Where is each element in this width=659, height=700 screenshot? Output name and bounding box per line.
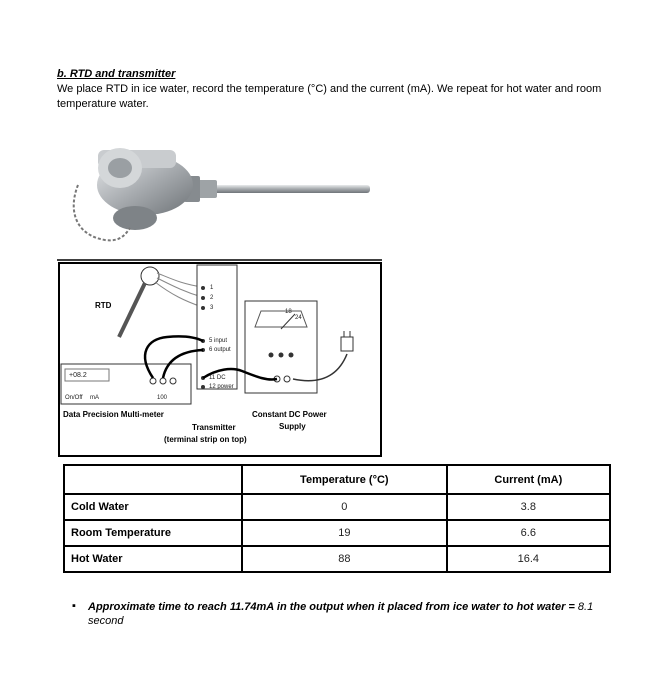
row-current: 16.4 — [447, 546, 610, 572]
table-header-temperature: Temperature (°C) — [242, 465, 447, 494]
time-note — [88, 600, 608, 628]
probe-rod — [210, 185, 370, 193]
ma-label: mA — [90, 395, 99, 401]
table-header-blank — [64, 465, 242, 494]
power-supply-label: Constant DC Power — [252, 410, 327, 419]
plug-icon — [341, 337, 353, 351]
dc-terminal-label: 11 DC — [209, 375, 226, 381]
multimeter-label: Data Precision Multi-meter — [63, 410, 164, 419]
row-name: Room Temperature — [64, 520, 242, 546]
power-supply-label-2: Supply — [279, 422, 306, 431]
table-header-row — [64, 465, 610, 494]
intro-paragraph: We place RTD in ice water, record the temperature (°C) and the current (mA). We repeat for hot water and room temperature water. — [57, 83, 602, 110]
multimeter-readout: +08.2 — [69, 372, 87, 379]
terminal-label: 1 — [210, 285, 214, 291]
table-row — [64, 546, 610, 572]
terminal-strip-label: (terminal strip on top) — [164, 435, 247, 444]
output-terminal-label: 6 output — [209, 347, 231, 353]
input-terminal-label: 5 input — [209, 338, 228, 344]
onoff-label: On/Off — [65, 395, 83, 401]
power-terminal-label: 12 power — [209, 384, 234, 390]
range-label: 100 — [157, 395, 168, 401]
rtd-bulb-icon — [141, 267, 159, 285]
row-temperature: 19 — [242, 520, 447, 546]
results-table — [63, 464, 611, 573]
meter-scale-label: 24 — [295, 315, 302, 321]
transmitter-label: Transmitter — [192, 423, 236, 432]
note-text: Approximate time to reach 11.74mA in the output when it placed from ice water to hot water = — [88, 601, 578, 613]
rtd-label: RTD — [95, 301, 112, 310]
table-row — [64, 520, 610, 546]
bullet-icon: ▪ — [72, 600, 76, 612]
terminal-label: 2 — [210, 295, 214, 301]
table-row — [64, 494, 610, 520]
wiring-diagram — [57, 259, 387, 464]
table-header-current: Current (mA) — [447, 465, 610, 494]
row-name: Hot Water — [64, 546, 242, 572]
rtd-sensor-photo — [60, 140, 380, 250]
section-heading: b. RTD and transmitter — [57, 68, 176, 80]
row-name: Cold Water — [64, 494, 242, 520]
row-temperature: 0 — [242, 494, 447, 520]
terminal-label: 3 — [210, 305, 214, 311]
row-current: 3.8 — [447, 494, 610, 520]
row-current: 6.6 — [447, 520, 610, 546]
row-temperature: 88 — [242, 546, 447, 572]
meter-scale-label: 18 — [285, 309, 292, 315]
note-value: 8.1 second — [88, 601, 594, 627]
